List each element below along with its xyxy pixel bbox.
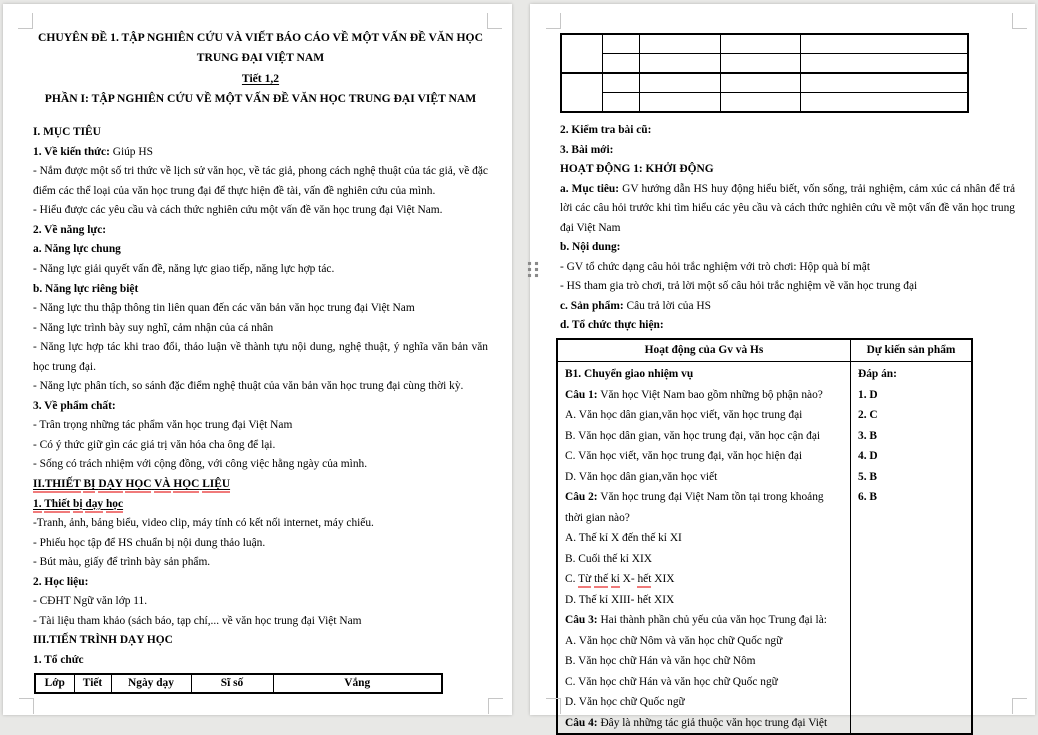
paragraph: I. MỤC TIÊU <box>33 126 101 139</box>
paragraph: - Năng lực phân tích, so sánh đặc điểm nghệ thuật của văn bản văn học trung đại cùng thời kỳ. <box>33 380 464 393</box>
document-page-2[interactable] <box>530 4 1035 729</box>
activity-left-cell <box>558 362 851 733</box>
margin-crop-mark <box>546 13 561 29</box>
paragraph: D. Văn học dân gian,văn học viết <box>565 470 718 483</box>
paragraph: Câu 4: Đây là những tác giả thuộc văn học trung đại Việt <box>565 716 828 729</box>
table-row <box>561 93 968 113</box>
attendance-column-header: Lớp <box>35 674 74 693</box>
paragraph: 1. Về kiến thức: Giúp HS <box>33 145 153 158</box>
paragraph: C. Văn học chữ Hán và văn học chữ Quốc ngữ <box>565 675 778 688</box>
paragraph: - Năng lực hợp tác khi trao đổi, thảo luận về thành tựu nội dung, nghệ thuật, ý nghĩa văn bản văn học trung đại. <box>33 341 488 373</box>
answer-line: 2. C <box>858 409 878 422</box>
paragraph: 1. Tổ chức <box>33 653 84 666</box>
activity-right-cell <box>851 362 971 733</box>
attendance-table <box>34 673 443 694</box>
margin-crop-mark <box>1012 698 1027 714</box>
margin-crop-mark <box>19 698 34 714</box>
table-row <box>561 34 968 54</box>
paragraph: HOẠT ĐỘNG 1: KHỞI ĐỘNG <box>560 163 714 176</box>
paragraph: Câu 1: Văn học Việt Nam bao gồm những bộ phận nào? <box>565 388 823 401</box>
document-title <box>33 28 488 109</box>
paragraph: b. Năng lực riêng biệt <box>33 282 139 295</box>
paragraph: Câu 2: Văn học trung đại Việt Nam tồn tại trong khoảng thời gian nào? <box>565 491 824 524</box>
paragraph: C. Từ thế kỉ X- hết XIX <box>565 569 844 590</box>
activity-table <box>556 338 973 735</box>
table-row <box>561 54 968 74</box>
answer-line: 3. B <box>858 429 877 442</box>
paragraph: A. Thế kỉ X đến thế kỉ XI <box>565 532 682 545</box>
attendance-column-header: Tiết <box>74 674 111 693</box>
paragraph: 2. Về năng lực: <box>33 223 107 236</box>
answer-line: Đáp án: <box>858 368 897 381</box>
paragraph: B. Cuối thế kỉ XIX <box>565 552 653 565</box>
attendance-table-continued <box>560 33 969 113</box>
paragraph: - CĐHT Ngữ văn lớp 11. <box>33 595 148 608</box>
paragraph: - Năng lực thu thập thông tin liên quan đến các văn bản văn học trung đại Việt Nam <box>33 302 415 315</box>
paragraph: B. Văn học chữ Hán và văn học chữ Nôm <box>565 655 756 668</box>
activity-table-body <box>558 362 971 733</box>
page2-paragraphs <box>560 121 1015 336</box>
paragraph: C. Văn học viết, văn học trung đại, văn học hiện đại <box>565 450 803 463</box>
paragraph: 3. Về phẩm chất: <box>33 399 116 412</box>
answer-line: 5. B <box>858 470 877 483</box>
margin-crop-mark <box>488 698 503 714</box>
paragraph: - Năng lực giải quyết vấn đề, năng lực giao tiếp, năng lực hợp tác. <box>33 263 335 276</box>
paragraph: - Trân trọng những tác phẩm văn học trung đại Việt Nam <box>33 419 293 432</box>
margin-crop-mark <box>546 698 561 714</box>
paragraph: - Hiểu được các yêu cầu và cách thức nghiên cứu một vấn đề văn học trung đại Việt Nam. <box>33 204 443 217</box>
paragraph: a. Mục tiêu: GV hướng dẫn HS huy động hiểu biết, vốn sống, trải nghiệm, cảm xúc cá nhân để trả lời các câu hỏi trước khi tìm hiểu các yêu cầu và cách thức nghiên cứu về một vấn đề văn học trung đại Việt Nam <box>560 182 1015 234</box>
paragraph: d. Tổ chức thực hiện: <box>560 319 664 332</box>
page1-text-area <box>33 28 488 694</box>
part-heading: PHẦN I: TẬP NGHIÊN CỨU VỀ MỘT VẤN ĐỀ VĂN HỌC TRUNG ĐẠI VIỆT NAM <box>44 91 477 105</box>
paragraph: A. Văn học dân gian,văn học viết, văn học trung đại <box>565 409 803 422</box>
attendance-column-header: Vắng <box>273 674 442 693</box>
attendance-column-header: Ngày dạy <box>111 674 191 693</box>
attendance-header-row <box>35 674 442 693</box>
paragraph: D. Thế kỉ XIII- hết XIX <box>565 593 675 606</box>
paragraph: - HS tham gia trò chơi, trả lời một số câu hỏi trắc nghiệm về văn học trung đại <box>560 280 918 293</box>
paragraph: III.TIẾN TRÌNH DẠY HỌC <box>33 634 173 647</box>
margin-crop-mark <box>1012 13 1027 29</box>
paragraph: A. Văn học chữ Nôm và văn học chữ Quốc ngữ <box>565 634 783 647</box>
document-page-1[interactable] <box>3 4 512 715</box>
attendance-column-header: Sĩ số <box>191 674 273 693</box>
activity-col1-header: Hoạt động của Gv và Hs <box>558 340 851 361</box>
subtitle-tiet: Tiết 1,2 <box>241 71 280 85</box>
paragraph: - Bút màu, giấy để trình bày sản phẩm. <box>33 556 211 569</box>
title-line-1: CHUYÊN ĐỀ 1. TẬP NGHIÊN CỨU VÀ VIẾT BÁO CÁO VỀ MỘT VẤN ĐỀ VĂN HỌC <box>38 31 483 44</box>
paragraph: - Tài liệu tham khảo (sách báo, tạp chí,... về văn học trung đại Việt Nam <box>33 614 362 627</box>
paragraph: D. Văn học chữ Quốc ngữ <box>565 696 685 709</box>
answer-line: 1. D <box>858 388 878 401</box>
answer-line: 4. D <box>858 450 878 463</box>
paragraph: 1. Thiết bị dạy học <box>33 495 488 515</box>
paragraph: 2. Học liệu: <box>33 575 89 588</box>
answer-line: 6. B <box>858 491 877 504</box>
paragraph: - Có ý thức giữ gìn các giá trị văn hóa cha ông để lại. <box>33 438 276 451</box>
activity-col2-header: Dự kiến sản phẩm <box>866 344 956 357</box>
paragraph: - Năng lực trình bày suy nghĩ, cảm nhận của cá nhân <box>33 321 274 334</box>
margin-crop-mark <box>487 13 502 29</box>
paragraph: a. Năng lực chung <box>33 243 121 256</box>
paragraph: 3. Bài mới: <box>560 143 614 156</box>
paragraph: - Sống có trách nhiệm với cộng đồng, với công việc hằng ngày của mình. <box>33 458 368 471</box>
paragraph: II.THIẾT BỊ DẠY HỌC VÀ HỌC LIỆU <box>33 475 488 495</box>
paragraph: Câu 3: Hai thành phần chủ yếu của văn học Trung đại là: <box>565 614 827 627</box>
paragraph: 2. Kiểm tra bài cũ: <box>560 124 652 136</box>
title-line-2: TRUNG ĐẠI VIỆT NAM <box>196 51 325 65</box>
paragraph: - Nắm được một số tri thức về lịch sử văn học, về tác giả, phong cách nghệ thuật của tác giả, về đặc điểm các thể loại của văn học trung đại để thực hiện đề tài, vấn đề nghiên cứu của mình. <box>33 165 488 197</box>
paragraph: B1. Chuyển giao nhiệm vụ <box>565 368 694 381</box>
page1-paragraphs <box>33 123 488 670</box>
blank-line <box>33 109 488 123</box>
paragraph: c. Sản phẩm: Câu trả lời của HS <box>560 299 711 312</box>
paragraph: -Tranh, ảnh, bảng biểu, video clip, máy tính có kết nối internet, máy chiếu. <box>33 517 374 530</box>
margin-crop-mark <box>18 13 33 29</box>
paragraph: - Phiếu học tập để HS chuẩn bị nội dung thảo luận. <box>33 536 266 549</box>
page2-text-area <box>560 33 1015 735</box>
paragraph: b. Nội dung: <box>560 241 621 254</box>
table-row <box>561 73 968 93</box>
activity-table-header <box>558 340 971 362</box>
paragraph: B. Văn học dân gian, văn học trung đại, văn học cận đại <box>565 429 821 442</box>
drag-handle-icon[interactable] <box>528 262 539 278</box>
paragraph: - GV tổ chức dạng câu hỏi trắc nghiệm với trò chơi: Hộp quà bí mật <box>560 260 870 273</box>
